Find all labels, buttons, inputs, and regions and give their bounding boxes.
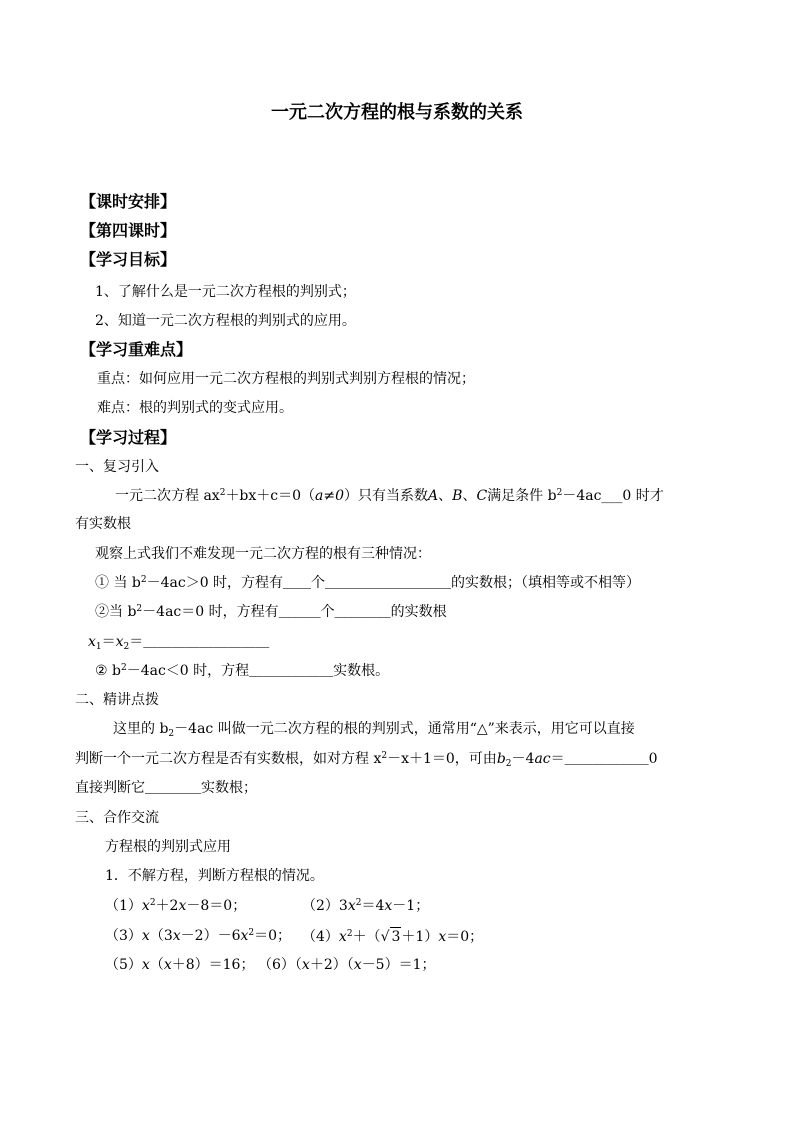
keypoint-difficulty: 难点：根的判别式的变式应用。 [97,400,293,416]
part2-para-1: 这里的 $b_2-4ac$ 叫做一元二次方程的根的判别式，通常用“△”来表示，用它可以直接 [113,721,635,739]
part2-para-2: 判断一个一元二次方程是否有实数根，如对方程 $x^2-x+1=0$，可由$b_2-4ac=\_\_\_\_\_\_0$ [75,751,658,769]
exercise-4: $(4)x^2+(√$ 3＋1）x＝0； [302,929,484,945]
document-title: 一元二次方程的根与系数的关系 [271,102,523,123]
part1-roots: $x_1=x_2=\_\_\_\_\_\_\_\_\_$ [88,634,270,652]
exercise-6: （6）（x＋2）（x－5）＝1； [258,957,436,973]
part3-question-1: 1．不解方程，判断方程根的情况。 [105,868,324,884]
section-process: 【学习过程】 [80,428,177,447]
part3-heading: 三、合作交流 [75,810,159,826]
part2-heading: 二、精讲点拨 [75,692,159,708]
section-keypoints: 【学习重难点】 [80,340,193,359]
section-lesson: 【第四课时】 [80,221,177,240]
part1-observe: 观察上式我们不难发现一元二次方程的根有三种情况： [95,546,431,562]
exercise-1: $(1)x^2+2x-8=0$； [105,898,247,914]
part2-para-3: 直接判断它＿＿＿＿实数根； [75,780,257,796]
goal-2: 2、知道一元二次方程根的判别式的应用。 [95,313,356,329]
sqrt-radicand: 3 [391,929,401,945]
part1-heading: 一、复习引入 [75,459,159,475]
part1-intro: 一元二次方程 $ax^2+bx+c=0(a\ne 0)$只有当系数A、B、C满足条件 $b^2-4ac\_\_\_0$ 时才 [115,488,664,504]
part3-subheading: 方程根的判别式应用 [105,839,231,855]
section-schedule: 【课时安排】 [80,192,177,211]
part1-intro-cont: 有实数根 [75,516,131,532]
goal-1: 1、了解什么是一元二次方程根的判别式； [95,284,356,300]
part1-case-1: ① 当 $b^2-4ac>0$ 时，方程有＿＿个＿＿＿＿＿＿＿＿＿的实数根；（填相等或不相等） [95,575,641,591]
exercise-5: （5）x（x＋8）＝16； [105,957,255,973]
sqrt-symbol: √ [380,929,390,945]
section-goals: 【学习目标】 [80,250,177,269]
part1-case-3: ② $b^2-4ac<0$ 时，方程＿＿＿＿＿＿实数根。 [95,663,390,679]
exercise-2: $(2)3x^2=4x-1$； [302,898,430,914]
exercise-3: $(3)x(3x-2)-6x^2=0$； [105,928,292,944]
part1-case-2: ②当 $b^2-4ac=0$ 时，方程有＿＿＿个＿＿＿＿的实数根 [95,604,447,620]
keypoint-focus: 重点：如何应用一元二次方程根的判别式判别方程根的情况； [97,371,475,387]
